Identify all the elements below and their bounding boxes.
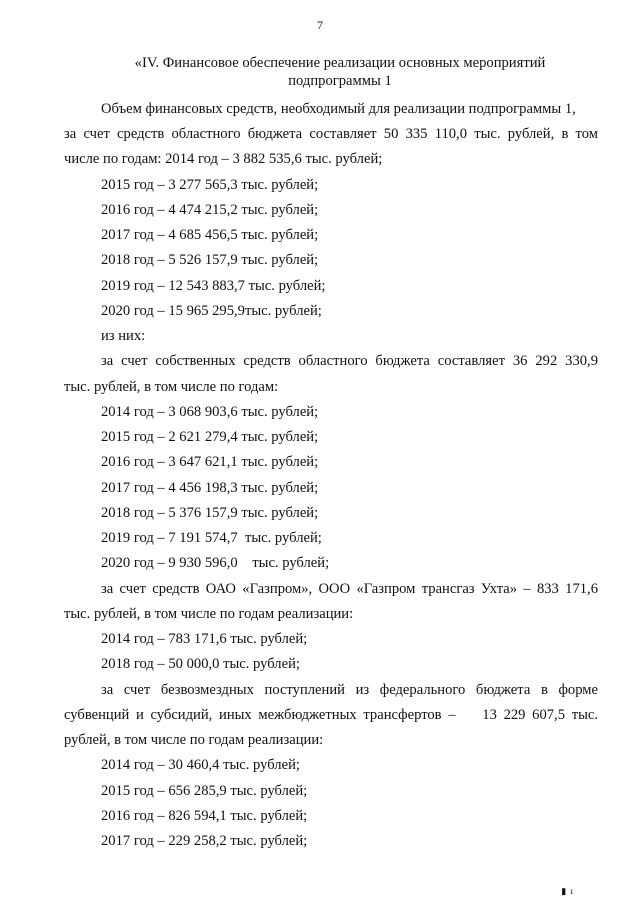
list-item: 2017 год – 229 258,2 тыс. рублей; bbox=[101, 833, 308, 849]
paragraph-line: за счет средств ОАО «Газпром», ООО «Газпром трансгаз Ухта» – 833 171,6 bbox=[101, 581, 598, 597]
list-item: 2016 год – 3 647 621,1 тыс. рублей; bbox=[101, 454, 319, 470]
list-item: 2016 год – 4 474 215,2 тыс. рублей; bbox=[101, 202, 319, 218]
paragraph-line: числе по годам: 2014 год – 3 882 535,6 тыс. рублей; bbox=[64, 151, 383, 167]
list-item: 2020 год – 9 930 596,0 тыс. рублей; bbox=[101, 555, 330, 571]
paragraph-line: Объем финансовых средств, необходимый для реализации подпрограммы 1, bbox=[101, 101, 576, 117]
paragraph-line: за счет собственных средств областного бюджета составляет 36 292 330,9 bbox=[101, 353, 598, 369]
list-item: 2017 год – 4 685 456,5 тыс. рублей; bbox=[101, 227, 319, 243]
paragraph-line: субвенций и субсидий, иных межбюджетных трансфертов – 13 229 607,5 тыс. bbox=[64, 707, 598, 723]
list-item: 2018 год – 5 526 157,9 тыс. рублей; bbox=[101, 252, 319, 268]
list-item: 2015 год – 2 621 279,4 тыс. рублей; bbox=[101, 429, 319, 445]
section-title-line-1: «IV. Финансовое обеспечение реализации основных мероприятий bbox=[134, 55, 546, 71]
paragraph-line: тыс. рублей, в том числе по годам: bbox=[64, 379, 279, 395]
paragraph-line: за счет безвозмездных поступлений из федерального бюджета в форме bbox=[101, 682, 598, 698]
list-item: 2019 год – 7 191 574,7 тыс. рублей; bbox=[101, 530, 322, 546]
scan-corner-mark: ▮ ı bbox=[561, 886, 574, 896]
list-item: 2020 год – 15 965 295,9тыс. рублей; bbox=[101, 303, 322, 319]
paragraph-line: тыс. рублей, в том числе по годам реализации: bbox=[64, 606, 354, 622]
list-item: 2016 год – 826 594,1 тыс. рублей; bbox=[101, 808, 308, 824]
list-item: 2015 год – 3 277 565,3 тыс. рублей; bbox=[101, 177, 319, 193]
list-item: 2019 год – 12 543 883,7 тыс. рублей; bbox=[101, 278, 326, 294]
paragraph-line: из них: bbox=[101, 328, 146, 344]
list-item: 2014 год – 783 171,6 тыс. рублей; bbox=[101, 631, 308, 647]
list-item: 2015 год – 656 285,9 тыс. рублей; bbox=[101, 783, 308, 799]
section-title bbox=[80, 54, 600, 90]
list-item: 2018 год – 5 376 157,9 тыс. рублей; bbox=[101, 505, 319, 521]
list-item: 2017 год – 4 456 198,3 тыс. рублей; bbox=[101, 480, 319, 496]
section-title-line-2: подпрограммы 1 bbox=[288, 73, 392, 89]
list-item: 2018 год – 50 000,0 тыс. рублей; bbox=[101, 656, 300, 672]
list-item: 2014 год – 30 460,4 тыс. рублей; bbox=[101, 757, 300, 773]
paragraph-line: рублей, в том числе по годам реализации: bbox=[64, 732, 324, 748]
page-number: 7 bbox=[317, 18, 323, 32]
list-item: 2014 год – 3 068 903,6 тыс. рублей; bbox=[101, 404, 319, 420]
paragraph-line: за счет средств областного бюджета составляет 50 335 110,0 тыс. рублей, в том bbox=[64, 126, 598, 142]
